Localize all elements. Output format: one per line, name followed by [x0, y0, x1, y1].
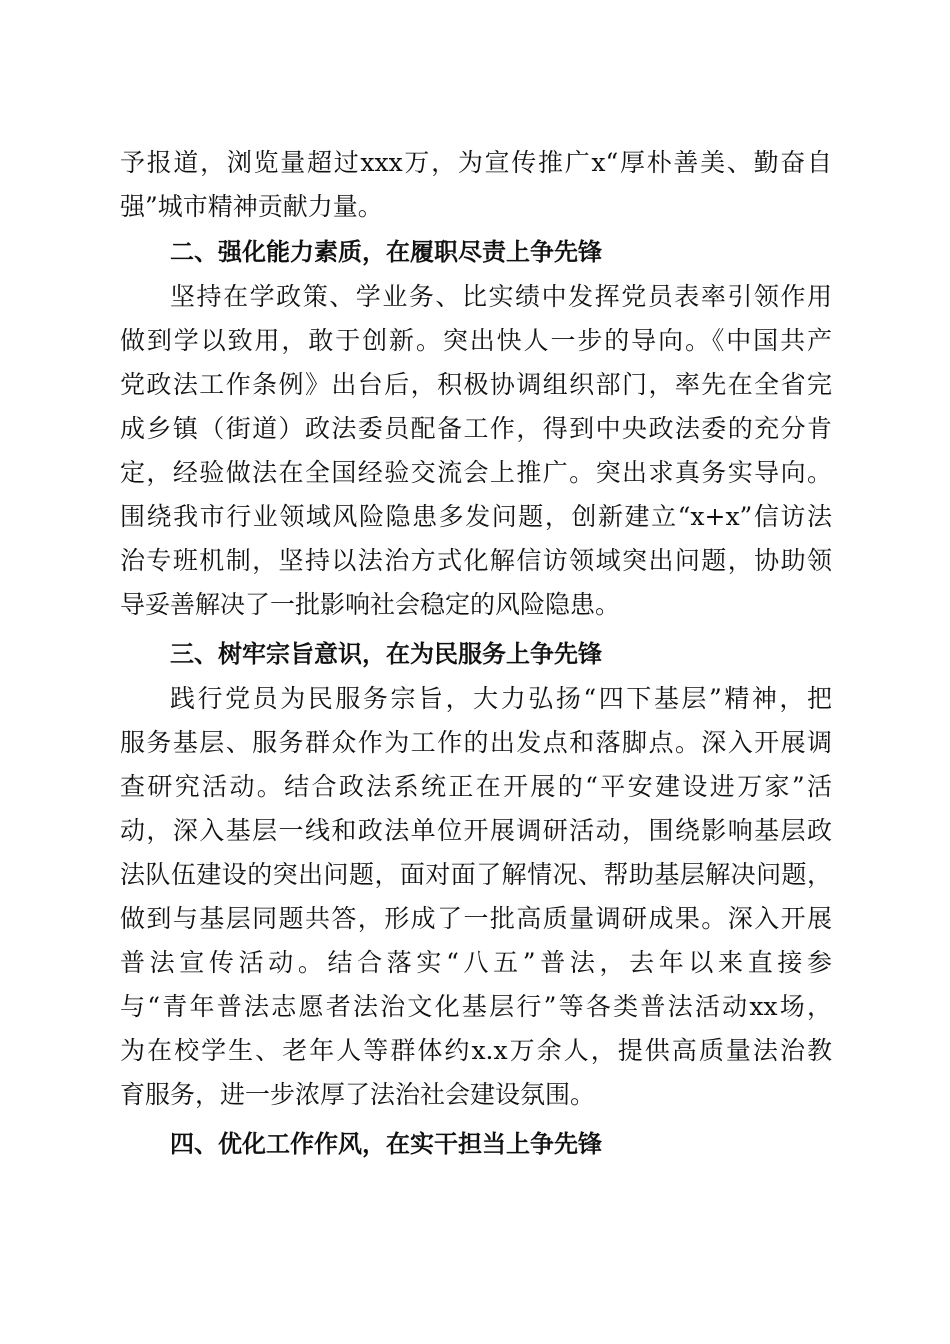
text-line: 动，深入基层一线和政法单位开展调研活动，围绕影响基层政: [120, 816, 832, 845]
text-line: 践行党员为民服务宗旨，大力弘扬“四下基层”精神，把: [170, 684, 832, 713]
text-line: 育服务，进一步浓厚了法治社会建设氛围。: [120, 1080, 596, 1109]
text-line: 强”城市精神贡献力量。: [120, 192, 383, 221]
text-line: 做到学以致用，敢于创新。突出快人一步的导向。《中国共产: [120, 326, 832, 355]
text-line: 予报道，浏览量超过xxx万，为宣传推广x“厚朴善美、勤奋自: [120, 148, 832, 177]
text-line: 查研究活动。结合政法系统正在开展的“平安建设进万家”活: [120, 772, 832, 801]
text-line: 成乡镇（街道）政法委员配备工作，得到中央政法委的充分肯: [120, 414, 832, 443]
text-line: 服务基层、服务群众作为工作的出发点和落脚点。深入开展调: [120, 728, 832, 757]
text-line: 党政法工作条例》出台后，积极协调组织部门，率先在全省完: [120, 370, 832, 399]
text-line: 围绕我市行业领域风险隐患多发问题，创新建立“x+x”信访法: [120, 502, 832, 531]
text-line: 普法宣传活动。结合落实“八五”普法，去年以来直接参: [120, 948, 832, 977]
section-heading-4: 四、优化工作作风，在实干担当上争先锋: [170, 1130, 602, 1158]
text-line: 坚持在学政策、学业务、比实绩中发挥党员表率引领作用: [170, 282, 832, 311]
text-line: 治专班机制，坚持以法治方式化解信访领域突出问题，协助领: [120, 546, 832, 575]
section-heading-2: 二、强化能力素质，在履职尽责上争先锋: [170, 238, 602, 266]
text-line: 定，经验做法在全国经验交流会上推广。突出求真务实导向。: [120, 458, 832, 487]
text-line: 做到与基层同题共答，形成了一批高质量调研成果。深入开展: [120, 904, 832, 933]
text-line: 与“青年普法志愿者法治文化基层行”等各类普法活动xx场，: [120, 992, 832, 1021]
section-heading-3: 三、树牢宗旨意识，在为民服务上争先锋: [170, 640, 602, 668]
text-line: 导妥善解决了一批影响社会稳定的风险隐患。: [120, 590, 621, 619]
text-line: 为在校学生、老年人等群体约x.x万余人，提供高质量法治教: [120, 1036, 832, 1065]
text-line: 法队伍建设的突出问题，面对面了解情况、帮助基层解决问题，: [120, 860, 832, 889]
